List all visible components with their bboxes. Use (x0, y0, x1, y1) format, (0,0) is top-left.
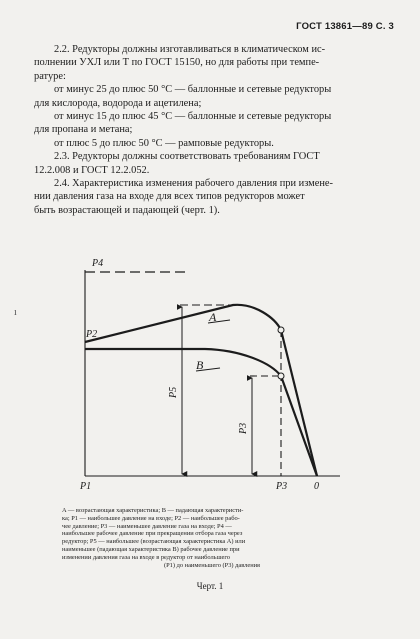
label-p3: P3 (276, 481, 288, 492)
figure-label: Черт. 1 (196, 581, 224, 591)
text-line: 2.2. Редукторы должны изготавливаться в климатическом ис- (54, 44, 326, 55)
caption-line: (P1) до наименьшего (P3) давления (164, 561, 260, 569)
text-line: от плюс 5 до плюс 50 °С — рамповые редукторы. (54, 137, 274, 149)
text-line: для кислорода, водорода и ацетилена; (34, 97, 202, 109)
margin-mark: ı (14, 307, 17, 318)
label-b: B (196, 358, 204, 372)
body-text (34, 43, 390, 217)
label-zero: 0 (314, 481, 319, 492)
caption-line: A — возрастающая характеристика; B — падающая характеристи- (62, 507, 244, 514)
text-line: для пропана и метана; (34, 124, 133, 136)
point-b (278, 373, 284, 379)
label-p2: P2 (86, 329, 98, 340)
caption-line: наименьшее (падающая характеристика B) рабочее давление при (62, 545, 240, 553)
caption-line: редуктор; P5 — наибольшее (возрастающая характеристика A) или (62, 538, 246, 546)
caption-line: изменении давления газа на входе в редуктор от наибольшего (62, 553, 230, 561)
text-line: 2.3. Редукторы должны соответствовать требованиям ГОСТ (54, 151, 320, 163)
text-line: быть возрастающей и падающей (черт. 1). (34, 204, 220, 216)
text-line: нии давления газа на входе для всех типов редукторов может (34, 191, 305, 203)
text-line: от минус 15 до плюс 45 °С — баллонные и сетевые редукторы (54, 111, 332, 123)
text-line: 12.2.008 и ГОСТ 12.2.052. (34, 164, 150, 176)
label-p1: P1 (80, 481, 92, 492)
caption-line: наибольшее рабочее давление при прекращении отбора газа через (62, 530, 243, 538)
figure-caption (62, 507, 362, 569)
label-p5: P5 (168, 386, 179, 398)
label-p3-axis: P3 (238, 422, 249, 434)
point-a (278, 327, 284, 333)
text-line: полнении УХЛ или Т по ГОСТ 15150, но для работы при темпе- (34, 57, 320, 69)
caption-line: ка; P1 — наибольшее давление на входе; P2 — наибольшее рабо- (62, 514, 240, 522)
text-line: 2.4. Характеристика изменения рабочего давления при измене- (54, 178, 333, 190)
text-line: от минус 25 до плюс 50 °С — баллонные и сетевые редукторы (54, 84, 332, 96)
label-p4: P4 (92, 258, 104, 269)
caption-line: чее давление; P3 — наименьшее давление газа на входе; P4 — (62, 522, 232, 530)
label-a: A (209, 310, 217, 324)
page-header: ГОСТ 13861—89 С. 3 (296, 21, 394, 32)
pressure-diagram (0, 245, 420, 505)
text-line: ратуре: (34, 70, 66, 82)
